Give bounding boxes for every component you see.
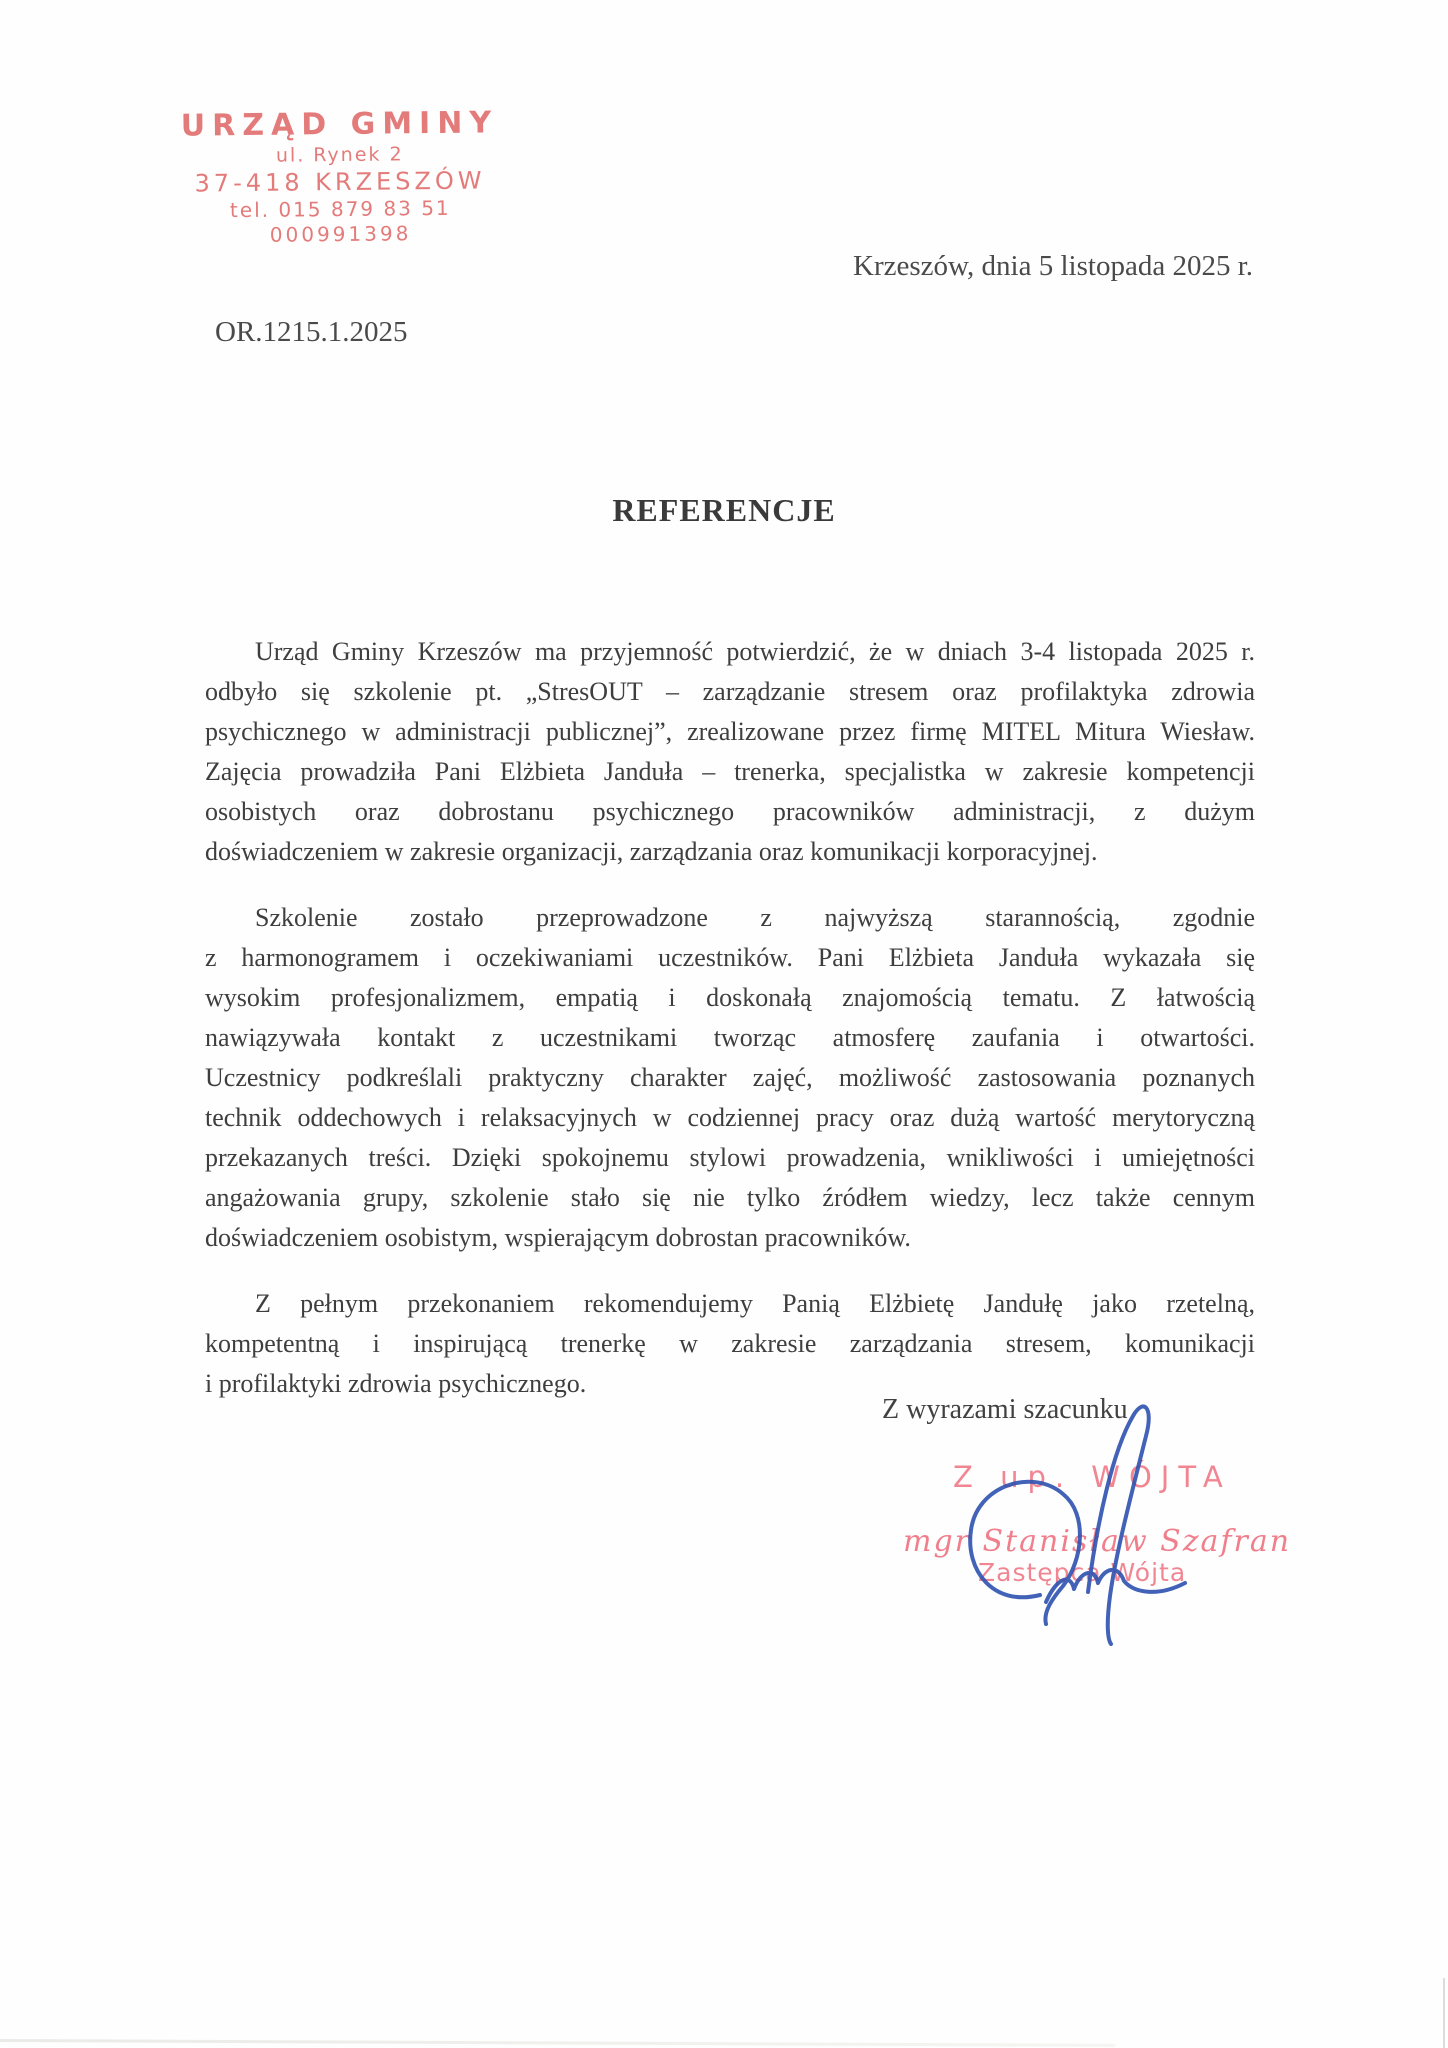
paragraph-line: kompetentną i inspirującą trenerkę w zakresie zarządzania stresem, komunikacji — [205, 1329, 1255, 1358]
paragraph-line: odbyło się szkolenie pt. „StresOUT – zarządzanie stresem oraz profilaktyka zdrowia — [205, 677, 1255, 706]
paragraph-line: i profilaktyki zdrowia psychicznego. — [205, 1369, 587, 1398]
office-stamp — [149, 104, 530, 249]
paragraph-line: doświadczeniem osobistym, wspierającym dobrostan pracowników. — [205, 1223, 911, 1252]
stamp-phone: tel. 015 879 83 51 — [229, 196, 451, 223]
paragraph-line: Uczestnicy podkreślali praktyczny charakter zajęć, możliwość zastosowania poznanych — [205, 1063, 1255, 1092]
stamp-city: 37-418 KRZESZÓW — [194, 166, 486, 198]
paragraph-line: technik oddechowych i relaksacyjnych w codziennej pracy oraz dużą wartość merytoryczną — [205, 1103, 1255, 1132]
signatory-name: mgr Stanisław Szafran — [903, 1524, 1292, 1559]
paragraph-line: wysokim profesjonalizmem, empatią i doskonałą znajomością tematu. Z łatwością — [205, 983, 1255, 1012]
document-title: REFERENCJE — [612, 492, 836, 528]
paragraph-line: z harmonogramem i oczekiwaniami uczestników. Pani Elżbieta Janduła wykazała się — [205, 943, 1255, 972]
paragraph-line: nawiązywała kontakt z uczestnikami tworząc atmosferę zaufania i otwartości. — [205, 1023, 1255, 1052]
reference-number: OR.1215.1.2025 — [215, 316, 408, 348]
letter-body — [205, 632, 1255, 1430]
paragraph-line: angażowania grupy, szkolenie stało się nie tylko źródłem wiedzy, lecz także cennym — [205, 1183, 1255, 1212]
paragraph — [205, 898, 1255, 1258]
signatory-position: Zastępca Wójta — [978, 1558, 1187, 1587]
signature-authorization: Z up. WÓJTA — [953, 1460, 1232, 1494]
scan-edge-shadow — [0, 2039, 1115, 2047]
paragraph-line: psychicznego w administracji publicznej”, zrealizowane przez firmę MITEL Mitura Wiesław. — [205, 717, 1255, 746]
paragraph-line: Urząd Gminy Krzeszów ma przyjemność potwierdzić, że w dniach 3-4 listopada 2025 r. — [255, 637, 1255, 666]
date-line: Krzeszów, dnia 5 listopada 2025 r. — [853, 250, 1253, 282]
scan-edge-line — [1443, 1978, 1445, 2048]
paragraph — [205, 632, 1255, 872]
paragraph-line: Z pełnym przekonaniem rekomendujemy Panią Elżbietę Jandułę jako rzetelną, — [255, 1289, 1255, 1318]
paragraph-line: Szkolenie zostało przeprowadzone z najwyższą starannością, zgodnie — [255, 903, 1255, 932]
paragraph — [205, 1284, 1255, 1404]
paragraph-line: osobistych oraz dobrostanu psychicznego pracowników administracji, z dużym — [205, 797, 1255, 826]
paragraph-line: przekazanych treści. Dzięki spokojnemu stylowi prowadzenia, wnikliwości i umiejętności — [205, 1143, 1255, 1172]
paragraph-line: doświadczeniem w zakresie organizacji, zarządzania oraz komunikacji korporacyjnej. — [205, 837, 1098, 866]
stamp-number: 000991398 — [269, 221, 412, 247]
closing-phrase: Z wyrazami szacunku — [882, 1394, 1128, 1425]
stamp-street: ul. Rynek 2 — [275, 142, 404, 167]
paragraph-line: Zajęcia prowadziła Pani Elżbieta Janduła – trenerka, specjalistka w zakresie kompetencji — [205, 757, 1255, 786]
stamp-office-name: URZĄD GMINY — [180, 105, 499, 144]
